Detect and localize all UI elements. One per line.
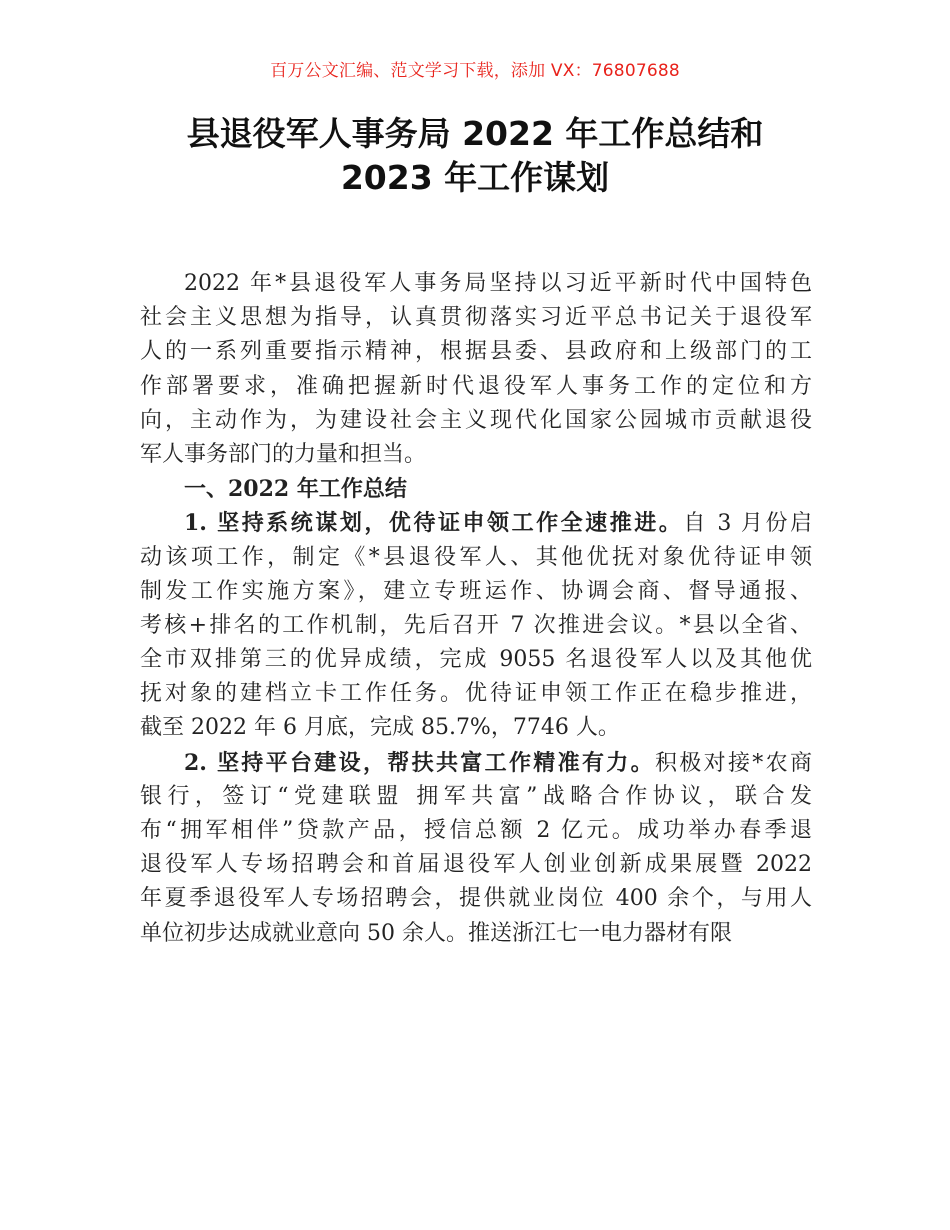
item-2-first-rest: 积极对接*农商 — [654, 750, 812, 776]
item-1-line: 动该项工作，制定《*县退役军人、其他优抚对象优待证申领 — [140, 544, 812, 570]
item-2-first-line — [140, 746, 812, 780]
item-1-line: 截至 2022 年 6 月底，完成 85.7%，7746 人。 — [140, 715, 620, 741]
section-heading: 一、2022 年工作总结 — [184, 476, 407, 503]
paragraph-1-line: 社会主义思想为指导，认真贯彻落实习近平总书记关于退役军 — [140, 305, 812, 331]
item-1-line: 全市双排第三的优异成绩，完成 9055 名退役军人以及其他优 — [140, 647, 812, 673]
paragraph-1-line: 军人事务部门的力量和担当。 — [140, 441, 427, 467]
item-2-line: 银行，签订“党建联盟 拥军共富”战略合作协议，联合发 — [140, 783, 812, 809]
paragraph-1-line: 向，主动作为，为建设社会主义现代化国家公园城市贡献退役 — [140, 407, 812, 433]
item-2-line: 布“拥军相伴”贷款产品，授信总额 2 亿元。成功举办春季退 — [140, 818, 812, 843]
paragraph-1-line: 人的一系列重要指示精神，根据县委、县政府和上级部门的工 — [140, 339, 812, 365]
item-1-first-rest: 自 3 月份启 — [683, 511, 812, 537]
document-body — [140, 267, 812, 951]
document-title-line-2: 2023 年工作谋划 — [340, 158, 610, 197]
item-2-lead: 2. 坚持平台建设，帮扶共富工作精准有力。 — [184, 749, 655, 776]
paragraph-1-line: 作部署要求，准确把握新时代退役军人事务工作的定位和方 — [140, 373, 812, 399]
item-2-line: 单位初步达成就业意向 50 余人。推送浙江七一电力器材有限 — [140, 920, 732, 946]
item-1-line: 制发工作实施方案》，建立专班运作、协调会商、督导通报、 — [140, 578, 812, 604]
item-1-line: 抚对象的建档立卡工作任务。优待证申领工作正在稳步推进， — [140, 681, 812, 707]
item-1-first-line — [140, 506, 812, 540]
document-title-line-1: 县退役军人事务局 2022 年工作总结和 — [186, 114, 764, 153]
item-2-line: 退役军人专场招聘会和首届退役军人创业创新成果展暨 2022 — [140, 852, 812, 878]
item-1-lead: 1. 坚持系统谋划，优待证申领工作全速推进。 — [184, 510, 684, 537]
header-banner: 百万公文汇编、范文学习下载，添加 VX：76807688 — [270, 61, 680, 81]
item-2-line: 年夏季退役军人专场招聘会，提供就业岗位 400 余个，与用人 — [140, 886, 812, 912]
item-1-line: 考核+排名的工作机制，先后召开 7 次推进会议。*县以全省、 — [140, 612, 812, 638]
paragraph-1-line: 2022 年*县退役军人事务局坚持以习近平新时代中国特色 — [184, 271, 812, 296]
